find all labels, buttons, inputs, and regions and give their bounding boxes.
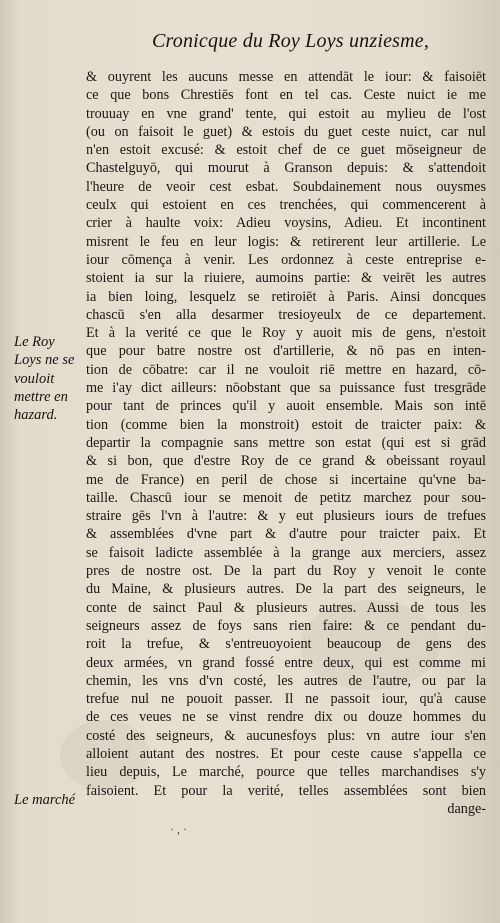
body-text	[86, 68, 486, 818]
text-line: conte de sainct Paul & plusieurs autres. Aussi de tous les	[86, 599, 486, 616]
text-line: n'en estoit excusé: & estoit chef de ce guet mōseigneur de	[86, 142, 486, 159]
text-line: crier à haulte voix: Adieu voysins, Adieu. Et incontinent	[86, 215, 486, 232]
text-line: trefue nul ne pouoit passer. Il ne passoit iour, qu'à cause	[86, 691, 486, 708]
text-line: du Maine, & plusieurs autres. De la part des seigneurs, le	[86, 581, 486, 598]
catchword: dange-	[447, 800, 486, 817]
text-line: deux armées, vn grand fossé entre deux, qui est comme mi	[86, 654, 486, 671]
text-line: iour cōmença à venir. Les ordonnez à ceste entreprise e-	[86, 251, 486, 268]
text-line: ce que bons Chrestiēs font en tel cas. Ceste nuict ie me	[86, 87, 486, 104]
text-line: misrent le feu en leur logis: & retirerent leur artillerie. Le	[86, 233, 486, 250]
text-line: de ces veues ne se vinst rendre dix ou douze hommes du	[86, 709, 486, 726]
text-line: Chastelguyō, qui mourut à Granson depuis: & s'attendoit	[86, 160, 486, 177]
margin-note-line: Le Roy	[14, 334, 55, 350]
margin-note-line: mettre en	[14, 388, 68, 405]
margin-note-line: Loys ne se	[14, 352, 75, 369]
margin-note-line: vouloit	[14, 370, 55, 387]
text-line: stoient ia sur la riuiere, aumoins partie: & veirēt les autres	[86, 270, 486, 287]
margin-note-line: Le marché	[14, 792, 76, 808]
text-line: roit la trefue, & s'entreuoyoient beaucoup de gens des	[86, 636, 486, 653]
text-line: & ouyrent les aucuns messe en attendāt le iour: & faisoiēt	[86, 69, 486, 85]
text-line: (ou on faisoit le guet) & estois du guet ceste nuict, car nul	[86, 123, 486, 140]
text-line: trouuay en vne grand' tente, qui estoit au mylieu de l'ost	[86, 105, 486, 122]
text-line: alloient autant des nostres. Et pour ceste cause s'appella ce	[86, 745, 486, 762]
text-line: departir la compagnie sans mettre son estat (qui est si grād	[86, 434, 486, 451]
footer-ornament: · , ·	[170, 822, 187, 836]
margin-note-le-marche	[14, 791, 86, 809]
text-line: tion (comme bien la monstroit) estoit de traicter paix: &	[86, 416, 486, 433]
text-line: chascū s'en alla desarmer tresioyeulx de ce departement.	[86, 306, 486, 323]
text-line: que pour batre nostre ost d'artillerie, & nō pas en inten-	[86, 343, 486, 360]
text-line: & si bon, que d'estre Roy de ce grand & obeissant royaul	[86, 453, 486, 470]
text-line: me de France) en peril de chose si incertaine qu'vne ba-	[86, 471, 486, 488]
text-line: Et à la verité ce que le Roy y auoit mis de gens, n'estoit	[86, 325, 486, 342]
text-line: lieu depuis, Le marché, pource que telles marchandises s'y	[86, 764, 486, 781]
text-line: ceulx qui estoient en ces trenchées, qui commencerent à	[86, 197, 486, 214]
text-line: l'heure de veoir cest esbat. Soubdainement nous ouysmes	[86, 178, 486, 195]
text-line: costé des seigneurs, & aucunesfoys plus: vn autre iour s'en	[86, 727, 486, 744]
margin-note-roy-loys	[14, 333, 86, 424]
margin-note-line: hazard.	[14, 407, 58, 424]
text-line: seigneurs assez de foys sans rien faire: & ce pendant du-	[86, 617, 486, 634]
running-header: Cronicque du Roy Loys unziesme,	[152, 30, 430, 52]
text-line: faisoient. Et pour la verité, telles assemblées sont bien	[86, 782, 486, 799]
text-line: tion de cōbatre: car il ne vouloit riē mettre en hazard, cō-	[86, 361, 486, 378]
text-line: chemin, les vns d'vn costé, les autres de l'autre, ou par la	[86, 672, 486, 689]
text-line: straire gēs l'vn à l'autre: & y eut plusieurs iours de trefues	[86, 508, 486, 525]
text-line: taille. Chascū iour se menoit de petitz marchez pour sou-	[86, 489, 486, 506]
text-line: & assemblées d'vne part & d'autre pour traicter paix. Et	[86, 526, 486, 543]
text-line: se faisoit ladicte assemblée à la grange aux merciers, assez	[86, 544, 486, 561]
text-line: me i'ay dict ailleurs: nōobstant que sa puissance fust tresgrāde	[86, 380, 486, 397]
text-line: pour tant de princes qu'il y auoit ensemble. Mais son intē	[86, 398, 486, 415]
text-line: pres de nostre ost. De la part du Roy y venoit le conte	[86, 563, 486, 580]
text-line: ia bien loing, lesquelz se retiroiēt à Paris. Ainsi doncques	[86, 288, 486, 305]
